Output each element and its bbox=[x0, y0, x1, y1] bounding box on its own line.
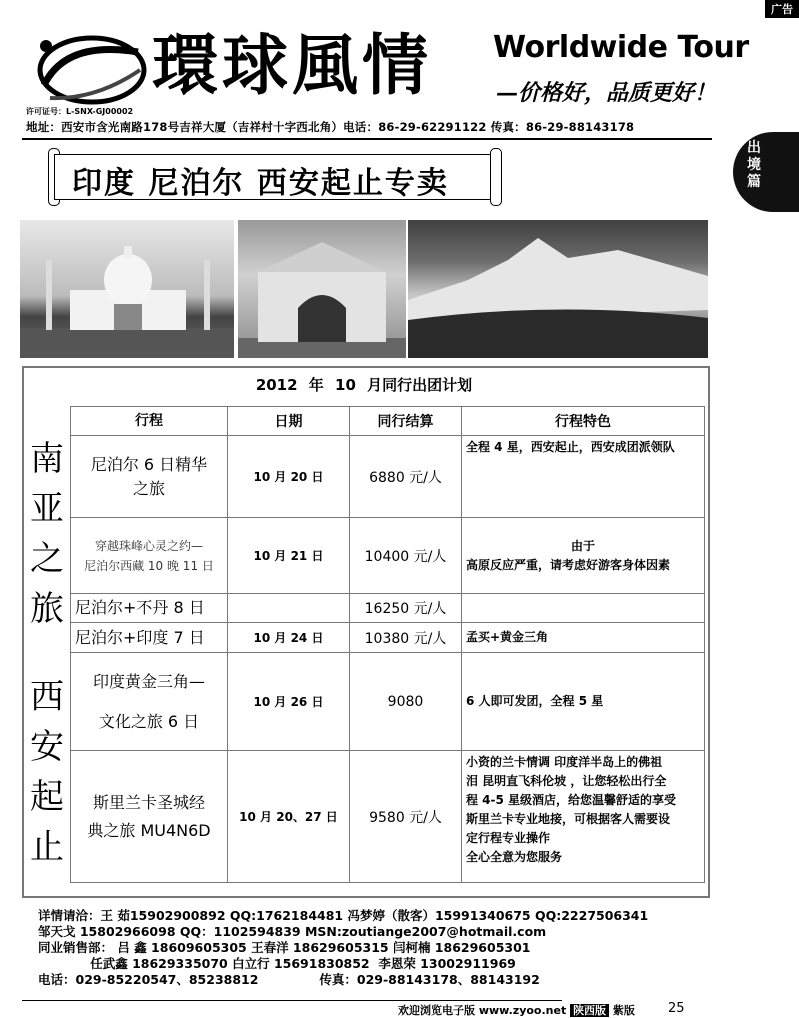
price-cell: 9580 元/人 bbox=[350, 751, 462, 883]
ad-tag: 广告 bbox=[765, 0, 799, 18]
contact-line: 详情请洽：王 茹15902900892 QQ:1762184481 冯梦婷（散客）15991340675 QQ:2227506341 bbox=[38, 908, 649, 923]
banner-title: 印度 尼泊尔 西安起止专卖 bbox=[72, 166, 449, 201]
address-line: 地址：西安市含光南路178号吉祥大厦（吉祥村十字西北角）电话：86-29-62291122 传真：86-29-88143178 bbox=[26, 120, 635, 134]
features-cell bbox=[462, 751, 705, 883]
route-cell bbox=[71, 594, 228, 623]
header-route: 行程 bbox=[71, 407, 228, 436]
feature-line: 高原反应严重，请考虑好游客身体因素 bbox=[466, 557, 671, 572]
side-label-zhi2: 止 bbox=[30, 827, 64, 867]
footer-divider bbox=[22, 1000, 562, 1001]
table-row bbox=[71, 653, 705, 751]
bottom-bar bbox=[398, 1002, 635, 1018]
photo-taj-mahal bbox=[20, 220, 234, 358]
features-cell bbox=[462, 594, 705, 623]
route-line: 尼泊尔西藏 10 晚 11 日 bbox=[84, 558, 214, 573]
date-cell: 10 月 20、27 日 bbox=[228, 751, 350, 883]
header-features: 行程特色 bbox=[462, 407, 705, 436]
table-row bbox=[71, 623, 705, 653]
edition-label: 紫版 bbox=[612, 1004, 635, 1017]
route-line: 之旅 bbox=[132, 478, 165, 498]
route-cell bbox=[71, 751, 228, 883]
route-line: 尼泊尔+印度 7 日 bbox=[75, 627, 205, 647]
side-label-lv: 旅 bbox=[30, 589, 64, 629]
route-line: 斯里兰卡圣城经 bbox=[92, 792, 205, 812]
side-label-nan: 南 bbox=[30, 439, 64, 479]
feature-line: 斯里兰卡专业地接，可根据客人需要设 bbox=[466, 812, 671, 826]
features-cell bbox=[462, 653, 705, 751]
price-cell: 10380 元/人 bbox=[350, 623, 462, 653]
feature-line: 6 人即可发团，全程 5 星 bbox=[466, 694, 604, 708]
side-label-an: 安 bbox=[30, 727, 64, 767]
plan-title-suffix: 月同行出团计划 bbox=[367, 376, 473, 394]
feature-line: 由于 bbox=[570, 538, 595, 553]
features-cell bbox=[462, 623, 705, 653]
price-cell: 6880 元/人 bbox=[350, 436, 462, 518]
route-line: 穿越珠峰心灵之约— bbox=[94, 538, 203, 553]
scroll-right-curl bbox=[490, 148, 502, 206]
schedule-title bbox=[24, 374, 704, 395]
table-row bbox=[71, 518, 705, 594]
side-label-zhi: 之 bbox=[30, 539, 64, 579]
route-cell bbox=[71, 518, 228, 594]
table-row bbox=[71, 751, 705, 883]
table-row bbox=[71, 594, 705, 623]
schedule-table bbox=[70, 406, 705, 883]
contact-block bbox=[38, 908, 648, 988]
globe-logo-icon bbox=[26, 30, 150, 110]
price-cell: 10400 元/人 bbox=[350, 518, 462, 594]
feature-line: 小资的兰卡情调 印度洋半岛上的佛祖 bbox=[466, 755, 663, 769]
table-header-row bbox=[71, 407, 705, 436]
date-cell: 10 月 26 日 bbox=[228, 653, 350, 751]
brand-slogan: —价格好，品质更好！ bbox=[496, 80, 717, 106]
photo-himalaya bbox=[408, 220, 708, 358]
contact-line: 任武鑫 18629335070 白立行 15691830852 李恩荣 13002911969 bbox=[38, 956, 516, 971]
route-line: 印度黄金三角— bbox=[92, 671, 205, 691]
feature-line: 定行程专业操作 bbox=[466, 831, 551, 845]
photo-temple bbox=[238, 220, 406, 358]
section-tab bbox=[733, 132, 799, 212]
page-number: 25 bbox=[668, 1001, 685, 1016]
brand-english: Worldwide Tour bbox=[493, 30, 749, 65]
features-cell bbox=[462, 436, 705, 518]
contact-line: 同业销售部： 吕 鑫 18609605305 王春洋 18629605315 闫柯楠 18629605301 bbox=[38, 940, 531, 955]
date-cell bbox=[228, 594, 350, 623]
price-cell: 9080 bbox=[350, 653, 462, 751]
route-cell bbox=[71, 436, 228, 518]
header-divider bbox=[22, 138, 712, 140]
features-cell bbox=[462, 518, 705, 594]
date-cell: 10 月 20 日 bbox=[228, 436, 350, 518]
feature-line: 程 4-5 星级酒店，给您温馨舒适的享受 bbox=[466, 793, 677, 807]
brand-name: 環球風情 bbox=[152, 26, 432, 104]
website-text: 欢迎浏览电子版 www.zyoo.net bbox=[398, 1004, 567, 1017]
date-cell: 10 月 24 日 bbox=[228, 623, 350, 653]
plan-year: 2012 bbox=[255, 376, 298, 394]
plan-month: 10 bbox=[335, 376, 356, 394]
plan-year-unit: 年 bbox=[308, 376, 324, 394]
header-price: 同行结算 bbox=[350, 407, 462, 436]
contact-line: 邹天戈 15802966098 QQ：1102594839 MSN:zoutiange2007@hotmail.com bbox=[38, 924, 547, 939]
license-number: 许可证号：L-SNX-GJ00002 bbox=[26, 107, 134, 116]
route-line: 尼泊尔 6 日精华 bbox=[90, 454, 208, 474]
table-row bbox=[71, 436, 705, 518]
route-line: 文化之旅 6 日 bbox=[98, 711, 200, 731]
route-line: 尼泊尔+不丹 8 日 bbox=[75, 598, 205, 617]
header-date: 日期 bbox=[228, 407, 350, 436]
route-cell bbox=[71, 623, 228, 653]
date-cell: 10 月 21 日 bbox=[228, 518, 350, 594]
side-label-qi: 起 bbox=[30, 777, 64, 817]
route-cell bbox=[71, 653, 228, 751]
feature-line: 泪 昆明直飞科伦坡 ，让您轻松出行全 bbox=[466, 774, 667, 788]
feature-line: 孟买+黄金三角 bbox=[466, 630, 549, 644]
side-label-xi: 西 bbox=[30, 677, 64, 717]
feature-line: 全程 4 星，西安起止，西安成团派领队 bbox=[466, 440, 675, 454]
contact-line: 电话：029-85220547、85238812 传真：029-88143178、88143192 bbox=[38, 972, 540, 987]
route-line: 典之旅 MU4N6D bbox=[87, 820, 211, 840]
section-tab-label: 出境篇 bbox=[747, 140, 761, 190]
price-cell: 16250 元/人 bbox=[350, 594, 462, 623]
side-label-ya: 亚 bbox=[30, 489, 64, 529]
feature-line: 全心全意为您服务 bbox=[466, 850, 563, 864]
edition-tag: 陕西版 bbox=[570, 1004, 609, 1017]
